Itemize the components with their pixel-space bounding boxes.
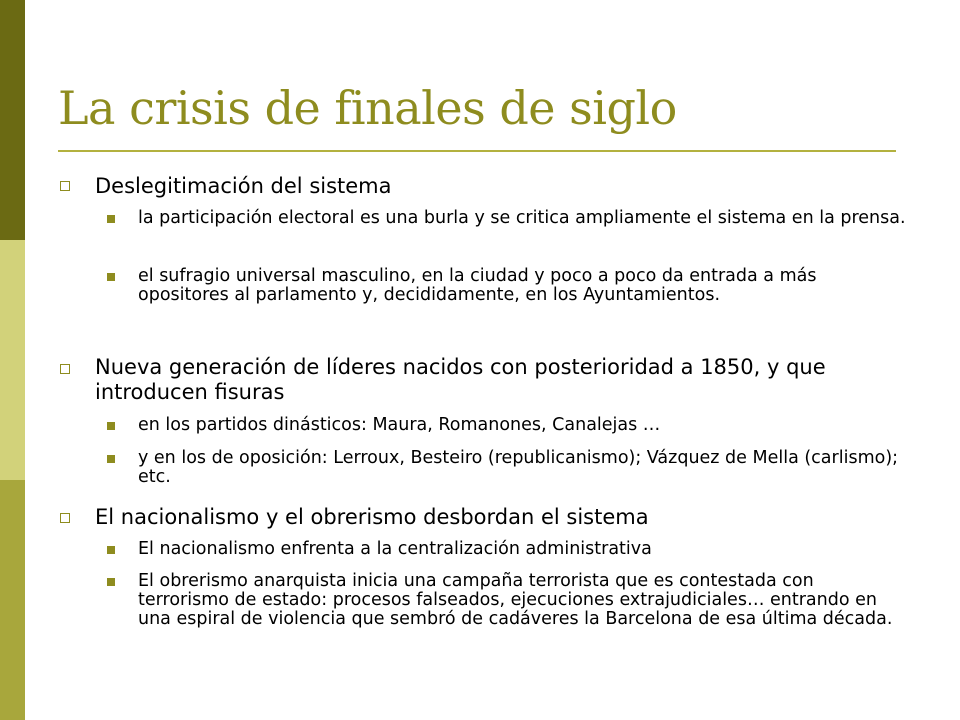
list-item: y en los de oposición: Lerroux, Besteiro (republicanismo); Vázquez de Mella (carlismo); etc.	[138, 448, 899, 487]
slide-title: La crisis de finales de siglo	[58, 81, 677, 135]
square-bullet-icon	[60, 181, 70, 191]
square-bullet-icon	[107, 215, 115, 223]
square-bullet-icon	[107, 578, 115, 586]
section-heading: Deslegitimación del sistema	[95, 174, 392, 198]
square-bullet-icon	[107, 422, 115, 430]
square-bullet-icon	[60, 513, 70, 523]
square-bullet-icon	[107, 273, 115, 281]
list-item: la participación electoral es una burla y se critica ampliamente el sistema en la prensa.	[138, 208, 906, 228]
list-item: El obrerismo anarquista inicia una campaña terrorista que es contestada con terrorismo de estado: procesos falseados, ejecuciones extrajudiciales… entrando en una espiral de violencia que sembró de cadáveres la Barcelona de esa última década.	[138, 571, 893, 629]
section-heading: El nacionalismo y el obrerismo desbordan el sistema	[95, 505, 649, 529]
section-heading: Nueva generación de líderes nacidos con posterioridad a 1850, y que introducen fisuras	[95, 355, 826, 404]
square-bullet-icon	[107, 546, 115, 554]
list-item: el sufragio universal masculino, en la ciudad y poco a poco da entrada a más opositores al parlamento y, decididamente, en los Ayuntamientos.	[138, 266, 817, 305]
square-bullet-icon	[107, 455, 115, 463]
square-bullet-icon	[60, 364, 70, 374]
list-item: El nacionalismo enfrenta a la centralización administrativa	[138, 539, 652, 559]
list-item: en los partidos dinásticos: Maura, Romanones, Canalejas …	[138, 415, 661, 435]
